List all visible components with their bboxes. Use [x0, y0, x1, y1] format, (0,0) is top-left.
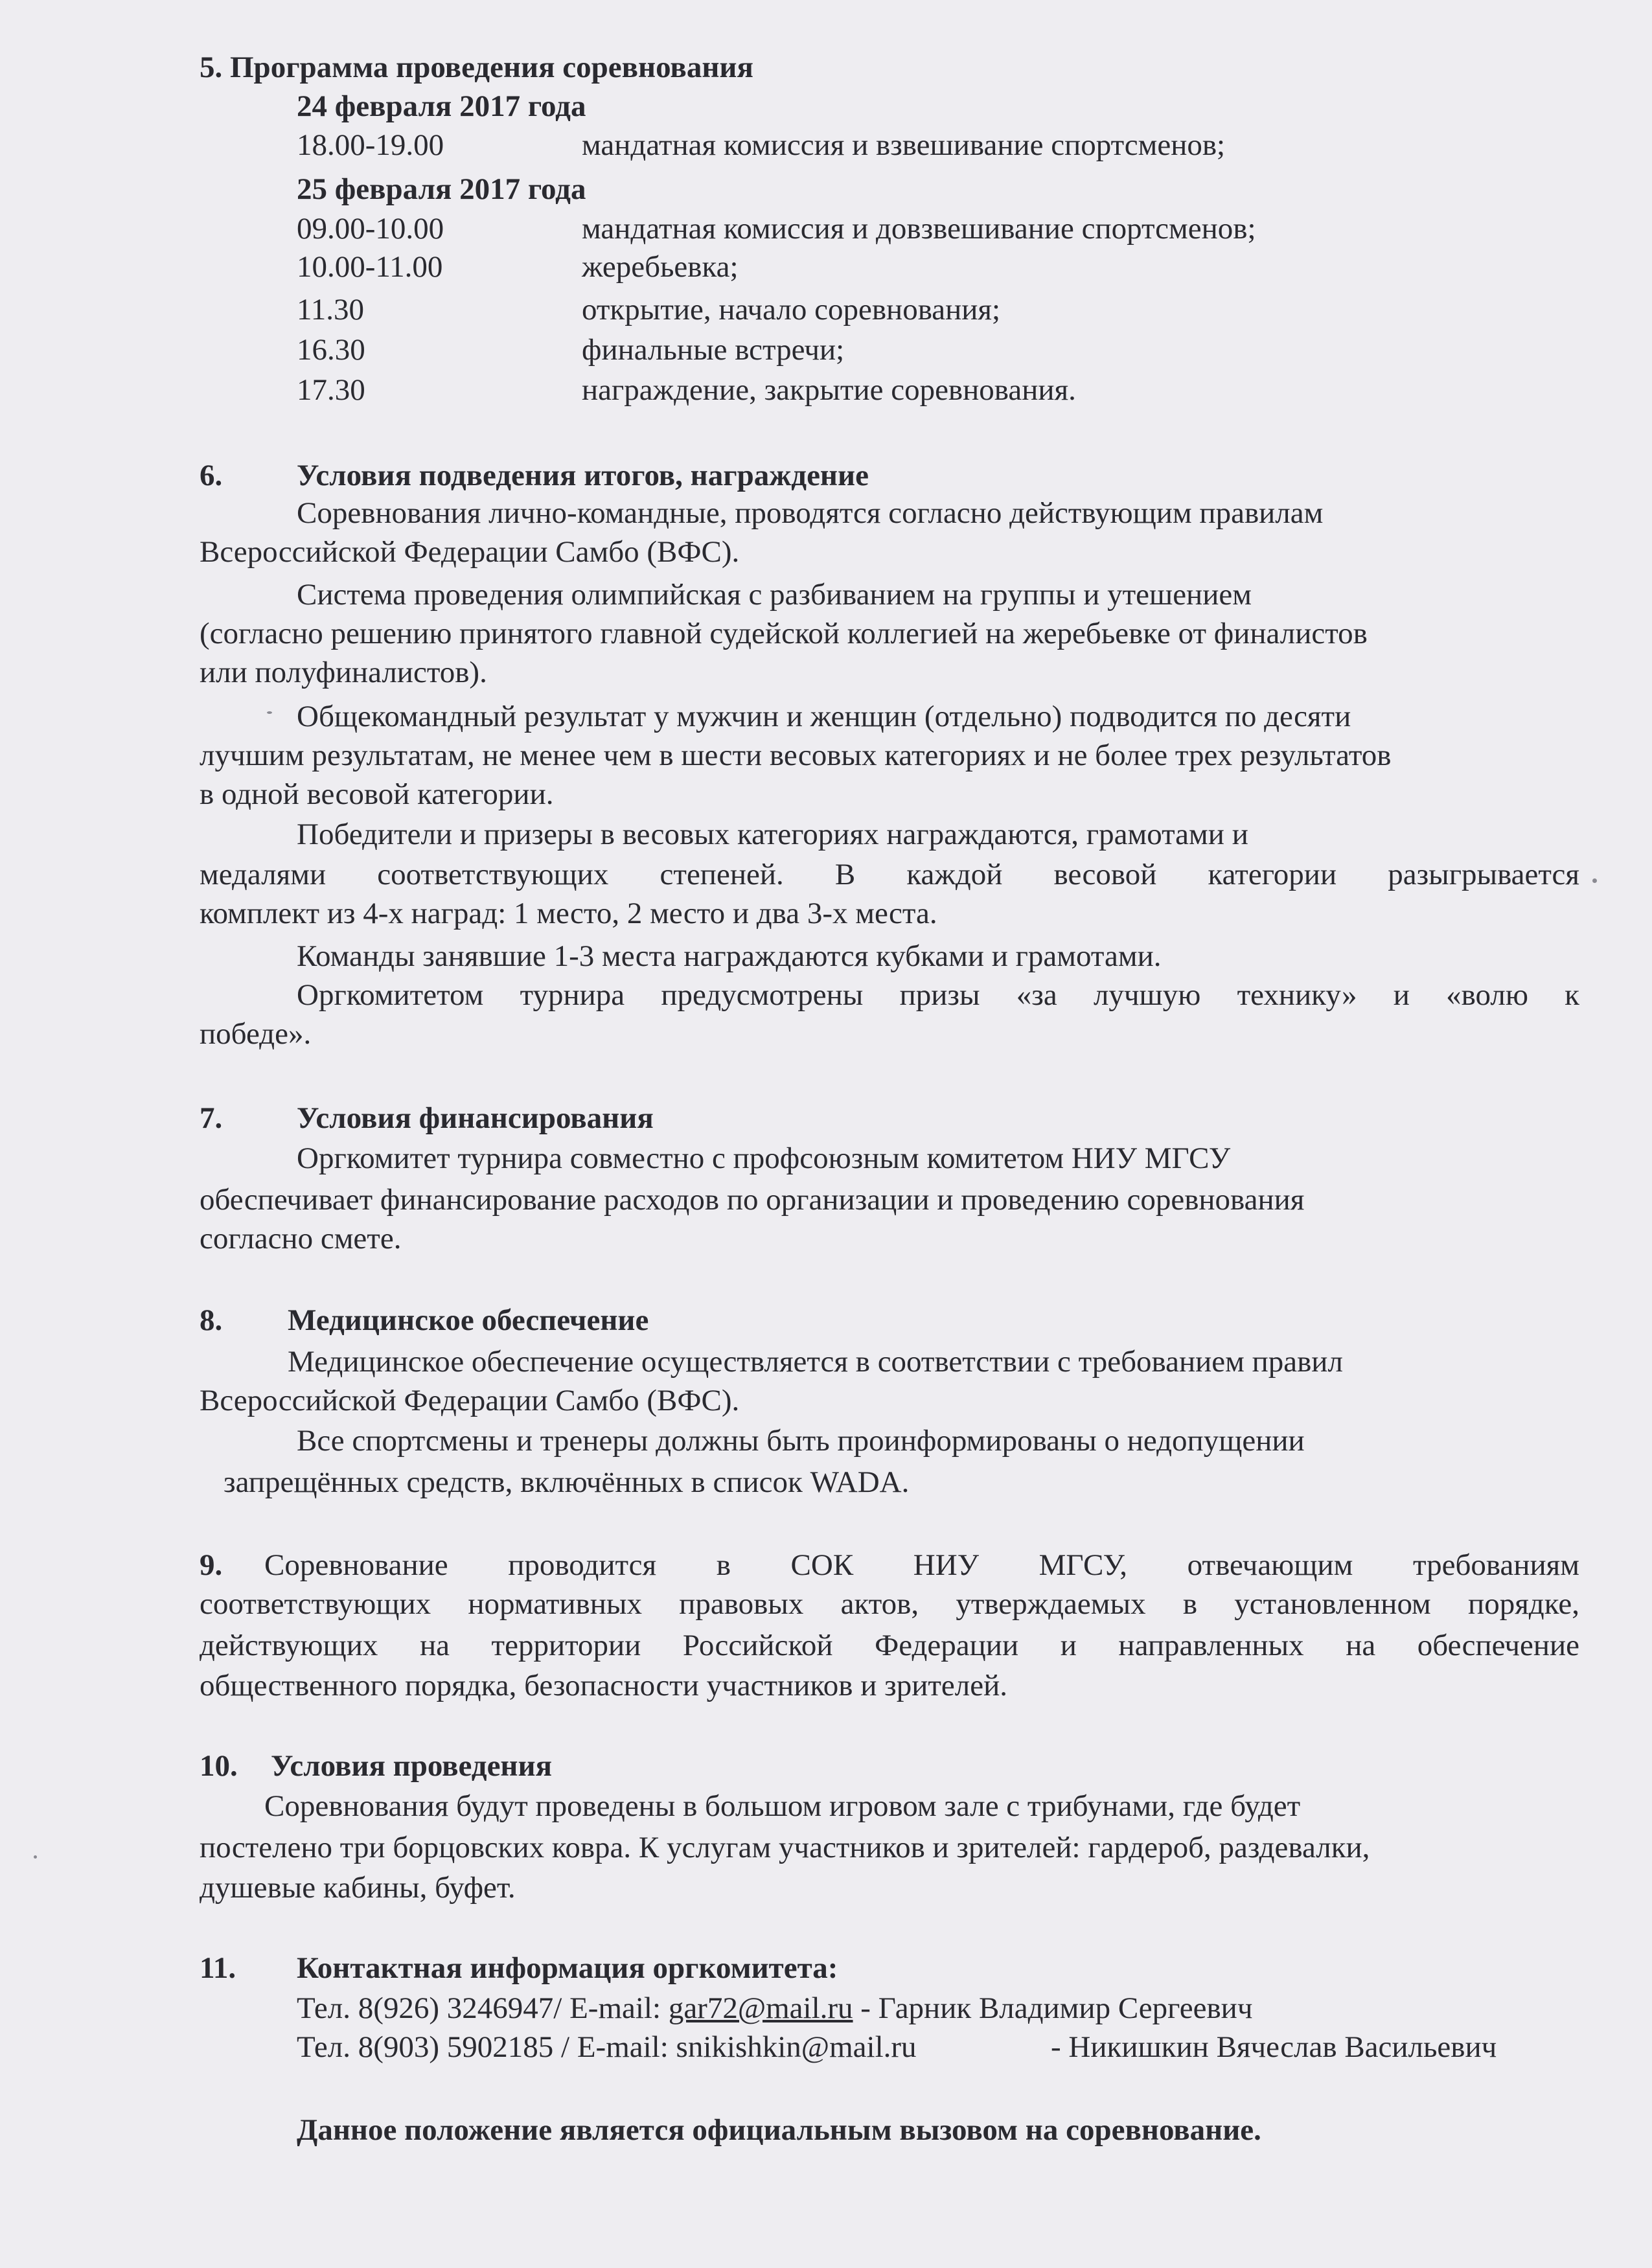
contact-prefix: Тел. 8(903) 5902185 / E-mail: snikishkin@mail.ru [297, 2030, 917, 2064]
schedule-time: 09.00-10.00 [297, 212, 444, 246]
section-5-title: 5. Программа проведения соревнования [200, 51, 753, 84]
contact-prefix: Тел. 8(926) 3246947/ E-mail: [297, 1991, 669, 2025]
paragraph-line: медалями соответствующих степеней. В каждой весовой категории разыгрывается [200, 858, 1579, 891]
section-11-title: Контактная информация оргкомитета: [297, 1951, 838, 1985]
paragraph-line: обеспечивает финансирование расходов по организации и проведению соревнования [200, 1183, 1305, 1217]
contact-line-1 [297, 1991, 1252, 2026]
schedule-day-2: 25 февраля 2017 года [297, 172, 586, 206]
paragraph-line: Все спортсмены и тренеры должны быть проинформированы о недопущении [297, 1424, 1305, 1458]
paragraph-line: Победители и призеры в весовых категориях награждаются, грамотами и [297, 818, 1248, 851]
section-6-title: Условия подведения итогов, награждение [297, 459, 869, 492]
schedule-day-1: 24 февраля 2017 года [297, 89, 586, 123]
paragraph-line: (согласно решению принятого главной судейской коллегией на жеребьевке от финалистов [200, 617, 1368, 650]
paragraph-line: Соревнование проводится в СОК НИУ МГСУ, отвечающим требованиям [264, 1548, 1579, 1582]
paragraph-line: Всероссийской Федерации Самбо (ВФС). [200, 535, 740, 569]
section-number: 8. [200, 1303, 223, 1337]
paragraph-line: или полуфиналистов). [200, 656, 487, 689]
paragraph-line: Общекомандный результат у мужчин и женщин (отдельно) подводится по десяти [297, 700, 1351, 733]
paragraph-line: действующих на территории Российской Федерации и направленных на обеспечение [200, 1629, 1579, 1662]
schedule-time: 18.00-19.00 [297, 128, 444, 162]
paragraph-line: Команды занявшие 1-3 места награждаются кубками и грамотами. [297, 939, 1162, 973]
paragraph-line: Соревнования лично-командные, проводятся согласно действующим правилам [297, 496, 1324, 530]
section-number: 10. [200, 1749, 238, 1783]
paragraph-line: в одной весовой категории. [200, 777, 554, 811]
paragraph-line: Оргкомитетом турнира предусмотрены призы «за лучшую технику» и «волю к [297, 978, 1579, 1012]
schedule-item: финальные встречи; [582, 333, 845, 367]
schedule-item: мандатная комиссия и взвешивание спортсменов; [582, 128, 1226, 162]
paragraph-line: Соревнования будут проведены в большом игровом зале с трибунами, где будет [264, 1789, 1301, 1823]
paragraph-line: Оргкомитет турнира совместно с профсоюзным комитетом НИУ МГСУ [297, 1141, 1231, 1175]
section-8-title: Медицинское обеспечение [288, 1303, 649, 1337]
section-number: 6. [200, 459, 223, 492]
scan-speck [34, 1855, 37, 1859]
paragraph-line: соответствующих нормативных правовых актов, утверждаемых в установленном порядке, [200, 1587, 1579, 1621]
section-number: 9. [200, 1548, 223, 1582]
scan-speck [1592, 878, 1597, 883]
paragraph-line: Медицинское обеспечение осуществляется в соответствии с требованием правил [288, 1345, 1343, 1379]
paragraph-line: комплект из 4-х наград: 1 место, 2 место и два 3-х места. [200, 897, 937, 930]
schedule-item: награждение, закрытие соревнования. [582, 373, 1076, 407]
schedule-time: 17.30 [297, 373, 365, 407]
paragraph-line: общественного порядка, безопасности участников и зрителей. [200, 1669, 1007, 1702]
paragraph-line: Всероссийской Федерации Самбо (ВФС). [200, 1384, 740, 1417]
contact-line-2 [297, 2030, 917, 2065]
section-number: 11. [200, 1951, 236, 1985]
paragraph-line: постелено три борцовских ковра. К услугам участников и зрителей: гардероб, раздевалки, [200, 1831, 1370, 1864]
official-call-statement: Данное положение является официальным вызовом на соревнование. [297, 2113, 1261, 2147]
paragraph-line: Система проведения олимпийская с разбиванием на группы и утешением [297, 578, 1252, 612]
paragraph-line: душевые кабины, буфет. [200, 1871, 516, 1905]
email-link[interactable]: gar72@mail.ru [668, 1991, 853, 2025]
schedule-item: открытие, начало соревнования; [582, 293, 1001, 326]
contact-name: - Гарник Владимир Сергеевич [853, 1991, 1253, 2025]
schedule-time: 11.30 [297, 293, 365, 326]
section-10-title: Условия проведения [271, 1749, 553, 1783]
scan-speck [267, 711, 272, 714]
schedule-item: жеребьевка; [582, 250, 739, 284]
schedule-time: 10.00-11.00 [297, 250, 443, 284]
paragraph-line: лучшим результатам, не менее чем в шести весовых категориях и не более трех результатов [200, 739, 1392, 772]
section-7-title: Условия финансирования [297, 1101, 654, 1135]
paragraph-line: победе». [200, 1017, 312, 1051]
contact-name: - Никишкин Вячеслав Васильевич [1051, 2030, 1497, 2064]
paragraph-line: согласно смете. [200, 1222, 402, 1255]
section-number: 7. [200, 1101, 223, 1135]
schedule-time: 16.30 [297, 333, 365, 367]
schedule-item: мандатная комиссия и довзвешивание спортсменов; [582, 212, 1256, 246]
paragraph-line: запрещённых средств, включённых в список WADA. [224, 1465, 910, 1499]
